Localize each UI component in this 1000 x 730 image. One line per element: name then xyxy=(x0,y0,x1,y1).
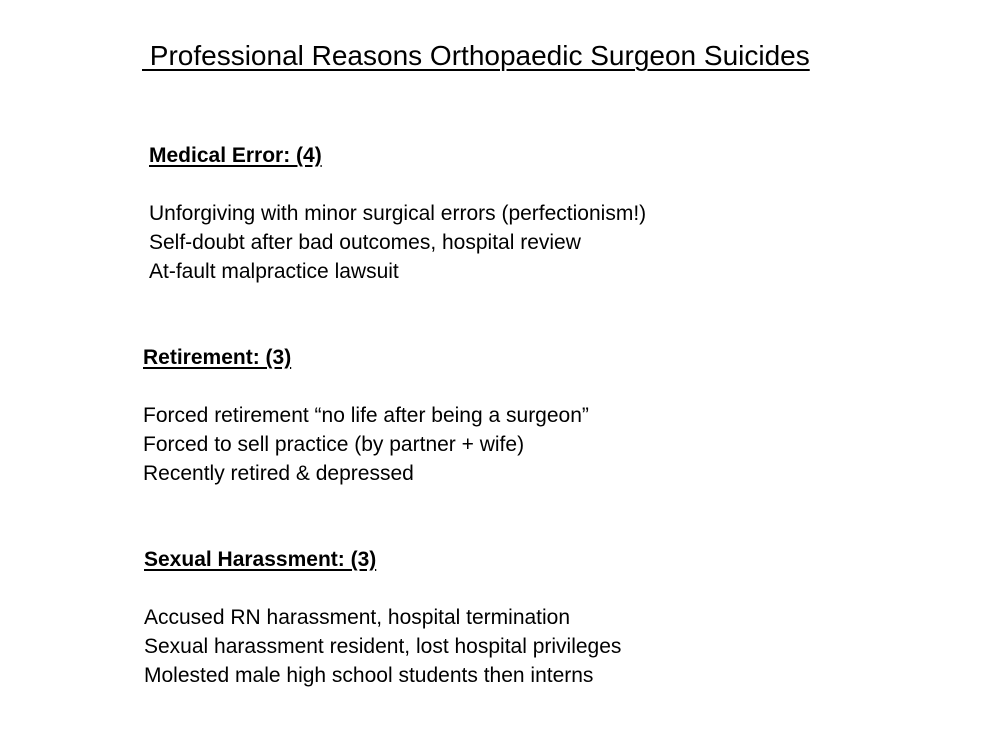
section-heading-medical-error: Medical Error: (4) xyxy=(149,144,322,167)
list-item: Unforgiving with minor surgical errors (perfectionism!) xyxy=(149,202,647,225)
list-item: Molested male high school students then interns xyxy=(144,664,594,687)
list-item: Forced retirement “no life after being a surgeon” xyxy=(143,404,589,427)
section-retirement xyxy=(143,343,589,488)
sexual-harassment-list xyxy=(144,603,621,690)
section-heading-sexual-harassment: Sexual Harassment: (3) xyxy=(144,548,377,571)
section-sexual-harassment xyxy=(144,545,621,690)
list-item: Accused RN harassment, hospital termination xyxy=(144,606,571,629)
section-heading-retirement: Retirement: (3) xyxy=(143,346,292,369)
list-item: Sexual harassment resident, lost hospital privileges xyxy=(144,635,622,658)
list-item: Recently retired & depressed xyxy=(143,462,414,485)
list-item: Forced to sell practice (by partner + wife) xyxy=(143,433,525,456)
list-item: Self-doubt after bad outcomes, hospital review xyxy=(149,231,581,254)
list-item: At-fault malpractice lawsuit xyxy=(149,260,399,283)
section-medical-error xyxy=(149,141,646,286)
retirement-list xyxy=(143,401,589,488)
medical-error-list xyxy=(149,199,646,286)
slide-title: Professional Reasons Orthopaedic Surgeon Suicides xyxy=(142,40,810,71)
